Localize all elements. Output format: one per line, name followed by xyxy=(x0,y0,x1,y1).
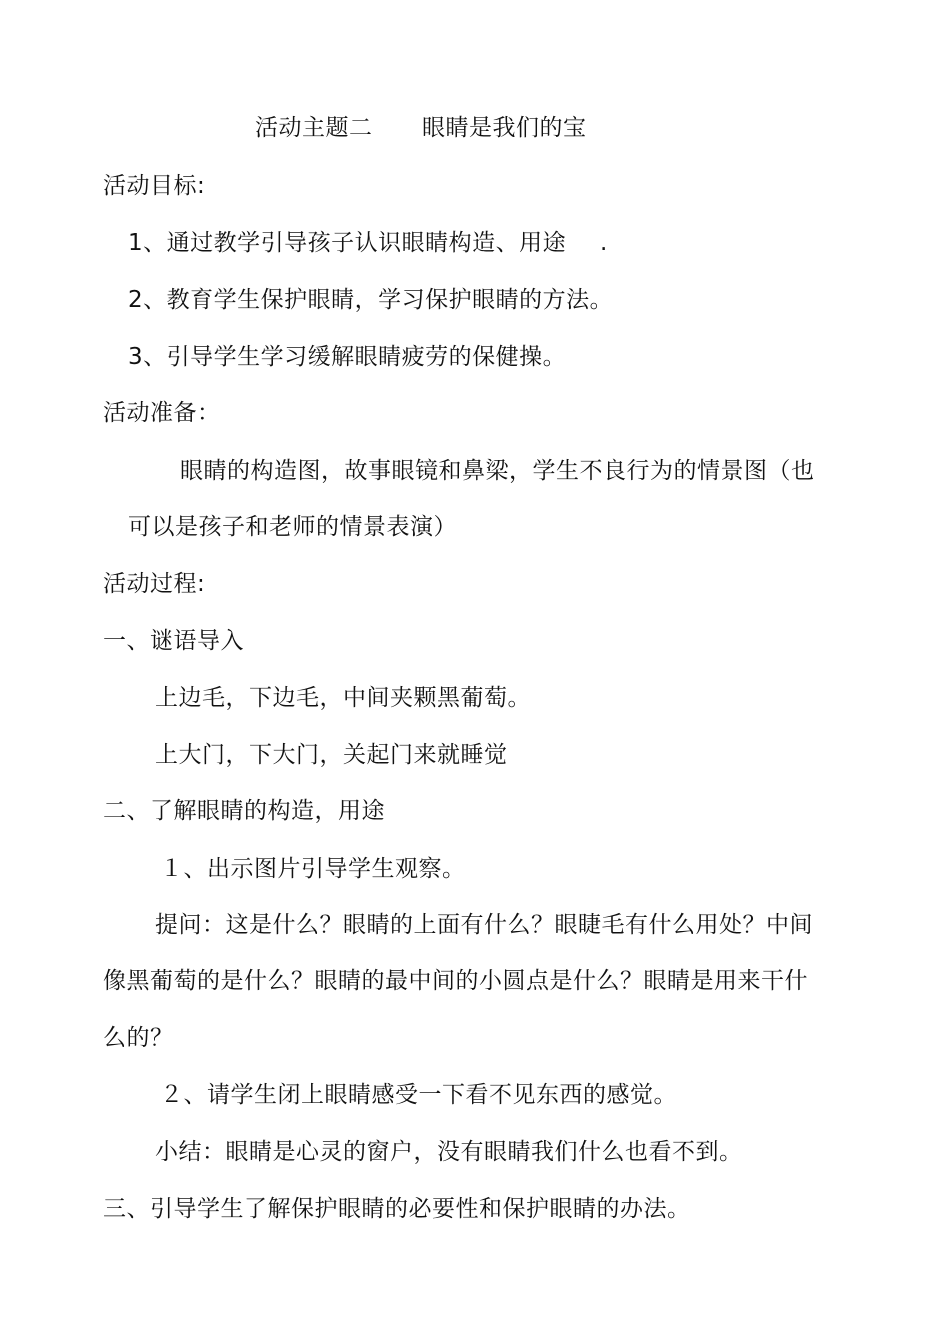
section-2-heading: 二、了解眼睛的构造，用途 xyxy=(103,798,385,824)
prep-text-line-2: 可以是孩子和老师的情景表演） xyxy=(128,514,457,540)
question-line-2: 像黑葡萄的是什么？眼睛的最中间的小圆点是什么？眼睛是用来干什 xyxy=(103,968,808,994)
goal-item-1: 1、通过教学引导孩子认识眼睛构造、用途 xyxy=(128,230,567,256)
title-theme-number: 活动主题二 xyxy=(255,115,373,141)
goal-item-2: 2、教育学生保护眼睛，学习保护眼睛的方法。 xyxy=(128,287,614,313)
section-2-step-2: ２、请学生闭上眼睛感受一下看不见东西的感觉。 xyxy=(160,1082,677,1108)
title-theme-name: 眼睛是我们的宝 xyxy=(422,115,587,141)
question-line-1: 提问：这是什么？眼睛的上面有什么？眼睫毛有什么用处？中间 xyxy=(155,912,813,938)
goal-item-1-dot: . xyxy=(600,230,608,256)
riddle-line-1: 上边毛，下边毛，中间夹颗黑葡萄。 xyxy=(155,685,531,711)
section-2-summary: 小结：眼睛是心灵的窗户，没有眼睛我们什么也看不到。 xyxy=(155,1139,743,1165)
goal-item-3: 3、引导学生学习缓解眼睛疲劳的保健操。 xyxy=(128,344,567,370)
section-1-heading: 一、谜语导入 xyxy=(103,628,244,654)
prep-text-line-1: 眼睛的构造图，故事眼镜和鼻梁，学生不良行为的情景图（也 xyxy=(180,458,815,484)
section-3-heading: 三、引导学生了解保护眼睛的必要性和保护眼睛的办法。 xyxy=(103,1196,691,1222)
goals-heading: 活动目标: xyxy=(103,173,206,199)
question-line-3: 么的？ xyxy=(103,1025,174,1051)
prep-heading: 活动准备： xyxy=(103,400,221,426)
process-heading: 活动过程: xyxy=(103,571,206,597)
riddle-line-2: 上大门，下大门，关起门来就睡觉 xyxy=(155,742,508,768)
section-2-step-1: １、出示图片引导学生观察。 xyxy=(160,856,466,882)
